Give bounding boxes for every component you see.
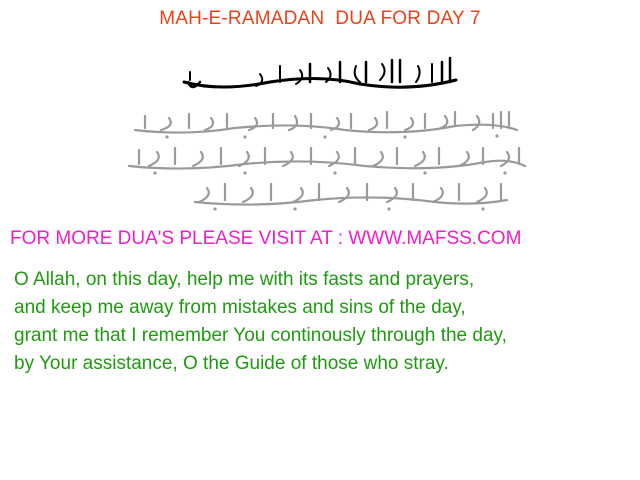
translation-line: grant me that I remember You continously through the day, (14, 325, 507, 346)
translation-line: by Your assistance, O the Guide of those who stray. (14, 353, 449, 374)
bismillah-calligraphy (160, 52, 480, 102)
website-promo-text: FOR MORE DUA'S PLEASE VISIT AT : WWW.MAFSS.COM (10, 228, 522, 249)
translation-line: and keep me away from mistakes and sins of the day, (14, 297, 466, 318)
dua-translation (14, 266, 636, 378)
page-title: MAH-E-RAMADAN DUA FOR DAY 7 (159, 8, 481, 29)
dua-arabic-calligraphy (105, 104, 535, 214)
translation-line: O Allah, on this day, help me with its fasts and prayers, (14, 269, 475, 290)
